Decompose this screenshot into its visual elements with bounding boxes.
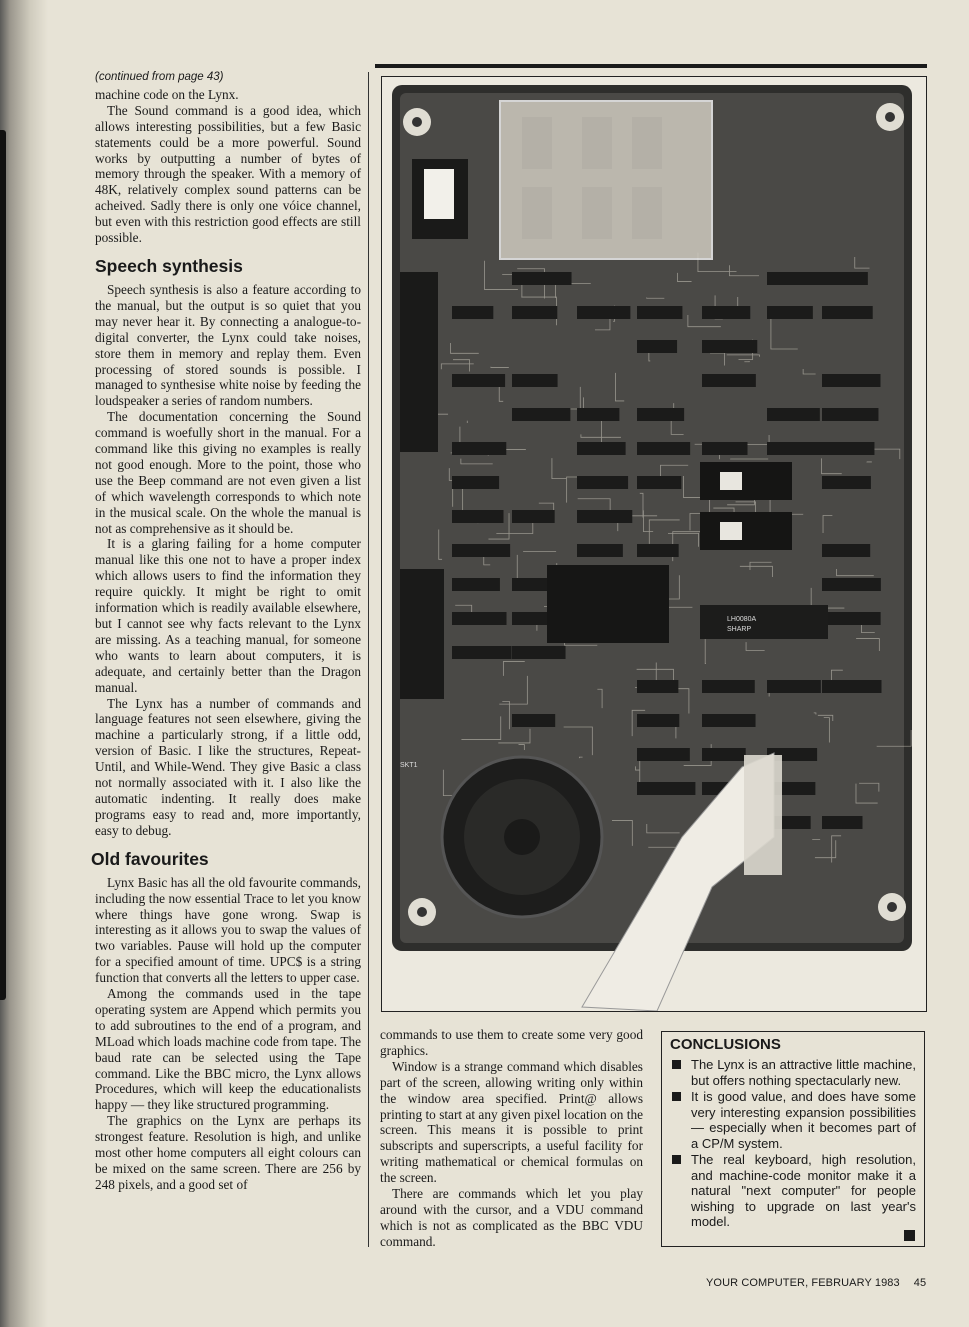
conclusions-title: CONCLUSIONS <box>670 1036 781 1053</box>
ic-chip <box>452 476 499 489</box>
ic-chip <box>452 612 507 625</box>
ic-chip <box>822 544 870 557</box>
page-footer <box>706 1277 926 1289</box>
ic-chip <box>512 272 572 285</box>
ic-chip <box>637 408 684 421</box>
ic-chip <box>702 680 755 693</box>
ic-chip <box>767 408 820 421</box>
ic-chip <box>637 748 690 761</box>
body-paragraph: The documentation concerning the Sound command is woefully short in the manual. For a command like this giving no examples is really not good enough. More to the point, those who use the Beep command are not even given a list of which wavelength corresponds to which note in the musical scale. On the whole the manual is not as comprehensive as it should be. <box>95 409 361 536</box>
body-paragraph: Speech synthesis is also a feature according to the manual, but the output is so quiet that you may never hear it. By connecting a analogue-to-digital converter, the Lynx could take noises, store them in memory and replay them. Even processing of stored sounds is possible. I managed to synthesise white noise by feeding the loudspeaker a series of random numbers. <box>95 281 361 409</box>
ic-chip <box>822 374 880 387</box>
ic-chip <box>822 408 878 421</box>
ic-chip <box>452 578 500 591</box>
ic-chip <box>577 510 632 523</box>
ic-chip <box>822 816 862 829</box>
column-rule <box>368 72 369 1247</box>
ic-chip <box>767 306 813 319</box>
ic-chip <box>577 544 623 557</box>
body-paragraph: machine code on the Lynx. <box>95 86 239 102</box>
ic-chip <box>637 680 678 693</box>
conclusion-item: The Lynx is an attractive little machine, but offers nothing spectacularly new. <box>670 1057 916 1088</box>
ic-chip <box>452 374 505 387</box>
body-paragraph: The Sound command is a good idea, which allows interesting possibilities, but a few Basic statements could be a more powerful. Sound works by outputting a number of bytes of memory through the speaker. With a memory of 48K, relatively complex sound patterns can be acheived. Sadly there is only one vóice channel, but even with this restriction good effects are still possible. <box>95 102 361 246</box>
ic-chip <box>577 476 628 489</box>
ic-chip <box>767 442 822 455</box>
body-paragraph: There are commands which let you play around with the cursor, and a VDU command which is not as complicated as the BBC VDU command. <box>380 1186 643 1249</box>
body-paragraph: The Lynx has a number of commands and language features not seen elsewhere, giving the machine a particularly strong, if a little odd, version of Basic. I like the structures, Repeat-Until, and While-Wend. They give Basic a class not normally associated with it. I also like the automatic indenting. It really does make programs easy to read and, more importantly, easy to debug. <box>95 695 361 838</box>
ic-chip <box>452 306 493 319</box>
top-rule <box>375 64 927 68</box>
ic-chip <box>452 544 510 557</box>
page-binding-shadow <box>0 0 48 1327</box>
ic-chip <box>577 442 626 455</box>
ic-chip <box>637 340 677 353</box>
conclusions-box <box>661 1031 925 1247</box>
ic-chip <box>822 578 881 591</box>
body-paragraph: commands to use them to create some very good graphics. <box>380 1027 643 1058</box>
binding-edge <box>0 130 6 1000</box>
ic-chip <box>702 340 757 353</box>
ic-chip <box>702 306 750 319</box>
left-column <box>91 70 361 1193</box>
ic-chip <box>702 714 756 727</box>
ic-chip <box>702 442 748 455</box>
conclusion-item: It is good value, and does have some very interesting expansion possibilities — especially when it becomes part of a CP/M system. <box>670 1089 916 1151</box>
ic-chip <box>822 612 881 625</box>
section-heading-speech: Speech synthesis <box>95 255 243 276</box>
continued-note: (continued from page 43) <box>95 71 224 83</box>
ic-chip <box>637 442 690 455</box>
socket-label: SKT1 <box>400 762 418 769</box>
ic-chip <box>512 510 555 523</box>
ic-chip <box>637 306 682 319</box>
circuit-board-photo <box>381 76 927 1012</box>
circuit-board-image <box>382 77 926 1011</box>
body-paragraph: It is a glaring failing for a home computer manual like this one not to have a proper index which allows users to find the information they require quickly. It might be right to omit information which is readily available elsewhere, but I cannot see why facts relevant to the Lynx are missing. As a teaching manual, for someone who wants to learn about computers, it is adequate, and certainly better than the Dragon manual. <box>95 536 361 695</box>
ic-chip <box>512 646 566 659</box>
ic-chip <box>822 272 868 285</box>
ic-chip <box>512 714 555 727</box>
ic-chip <box>512 374 558 387</box>
page-number: 45 <box>913 1277 927 1289</box>
ic-chip <box>512 408 570 421</box>
end-mark <box>904 1230 915 1241</box>
body-paragraph: Window is a strange command which disables part of the screen, allowing writing only within the window area specified. Print@ allows printing to start at any given pixel location on the screen. This means it is possible to print subscripts and superscripts, a useful facility for writing mathematical or chemical formulas on the screen. <box>380 1058 643 1186</box>
conclusions-list <box>670 1057 916 1230</box>
body-paragraph: Among the commands used in the tape operating system are Append which permits you to add subroutines to the end of a program, and MLoad which loads machine code from tape. The baud rate can be selected using the Tape command. Like the BBC micro, the Lynx allows Procedures, which will keep the educationalists happy — they like structured programming. <box>95 986 361 1113</box>
conclusion-item: The real keyboard, high resolution, and machine-code monitor make it a natural "next computer" for people wishing to upgrade on last year's model. <box>670 1152 916 1230</box>
ic-chip <box>637 544 679 557</box>
ic-chip <box>452 646 512 659</box>
ic-chip <box>702 374 756 387</box>
ic-chip <box>637 476 681 489</box>
ic-chip <box>452 442 506 455</box>
publication-line: YOUR COMPUTER, FEBRUARY 1983 <box>706 1277 900 1289</box>
ic-chip <box>577 408 619 421</box>
ic-chip <box>822 680 881 693</box>
chip-label-sharp: SHARP <box>727 626 752 633</box>
ic-chip <box>637 714 679 727</box>
body-paragraph: The graphics on the Lynx are perhaps its strongest feature. Resolution is high, and unlike most other home computers all eight colours can be mixed on the same screen. There are 256 by 248 pixels, and a good set of <box>95 1113 361 1192</box>
ic-chip <box>452 510 504 523</box>
ic-chip <box>822 306 873 319</box>
ic-chip <box>702 748 746 761</box>
ic-chip <box>637 782 695 795</box>
body-paragraph: Lynx Basic has all the old favourite commands, including the now essential Trace to let you know where things have gone wrong. Swap is interesting as it allows you to swap the values of two variables. Pause will hold up the computer for a specified amount of time. UPC$ is a string function that converts all the letters to upper case. <box>95 874 361 986</box>
ic-chip <box>767 680 821 693</box>
ic-chip <box>577 306 630 319</box>
section-heading-old-favourites: Old favourites <box>91 848 209 869</box>
middle-column <box>380 1027 643 1250</box>
ic-chip <box>822 442 874 455</box>
ic-chip <box>822 476 871 489</box>
chip-label-lh0080a: LH0080A <box>727 616 757 623</box>
ic-chip <box>512 306 557 319</box>
ic-chip <box>767 272 824 285</box>
